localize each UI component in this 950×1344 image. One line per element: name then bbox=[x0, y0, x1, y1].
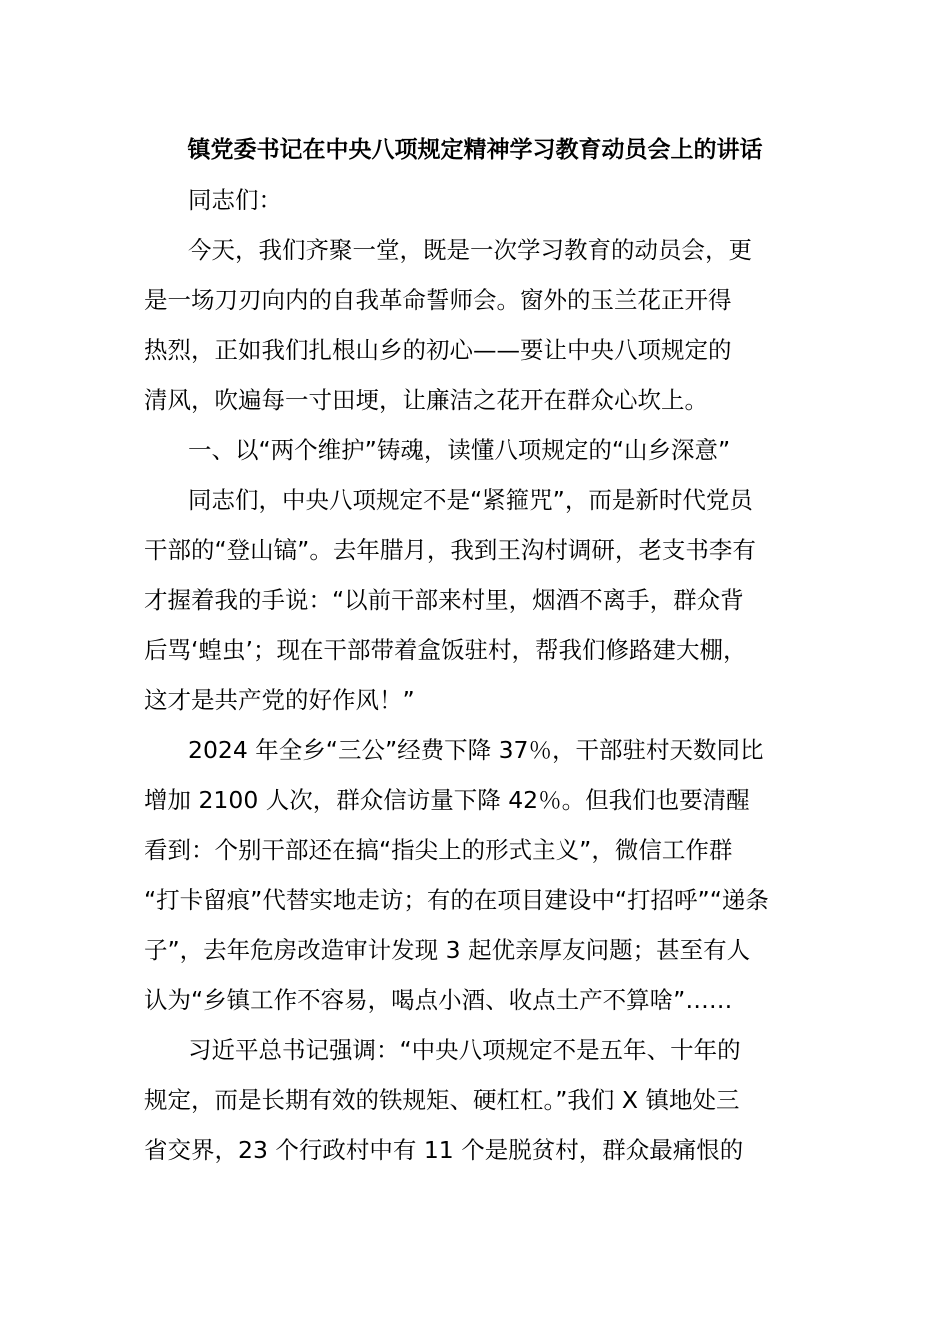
paragraph-line: 看到：个别干部还在搞“指尖上的形式主义”，微信工作群 bbox=[144, 836, 733, 864]
paragraph-line: 清风，吹遍每一寸田埂，让廉洁之花开在群众心坎上。 bbox=[144, 386, 708, 414]
paragraph-line: 2024 年全乡“三公”经费下降 37％，干部驻村天数同比 bbox=[188, 736, 764, 764]
salutation: 同志们： bbox=[188, 186, 282, 214]
paragraph-line: 子”，去年危房改造审计发现 3 起优亲厚友问题；甚至有人 bbox=[144, 936, 751, 964]
paragraph-line: 干部的“登山镐”。去年腊月，我到王沟村调研，老支书李有 bbox=[144, 536, 756, 564]
paragraph-line: “打卡留痕”代替实地走访；有的在项目建设中“打招呼”“递条 bbox=[144, 886, 769, 914]
paragraph-line: 增加 2100 人次，群众信访量下降 42％。但我们也要清醒 bbox=[144, 786, 750, 814]
paragraph-line: 规定，而是长期有效的铁规矩、硬杠杠。”我们 X 镇地处三 bbox=[144, 1086, 740, 1114]
paragraph-line: 后骂‘蝗虫’；现在干部带着盒饭驻村，帮我们修路建大棚， bbox=[144, 636, 747, 664]
paragraph-line: 省交界，23 个行政村中有 11 个是脱贫村，群众最痛恨的 bbox=[144, 1136, 744, 1164]
paragraph-line: 这才是共产党的好作风！” bbox=[144, 686, 415, 714]
paragraph-line: 今天，我们齐聚一堂，既是一次学习教育的动员会，更 bbox=[188, 236, 752, 264]
paragraph-line: 是一场刀刃向内的自我革命誓师会。窗外的玉兰花正开得 bbox=[144, 286, 732, 314]
paragraph-line: 才握着我的手说：“以前干部来村里，烟酒不离手，群众背 bbox=[144, 586, 744, 614]
paragraph-line: 热烈，正如我们扎根山乡的初心——要让中央八项规定的 bbox=[144, 336, 732, 364]
paragraph-line: 习近平总书记强调：“中央八项规定不是五年、十年的 bbox=[188, 1036, 741, 1064]
document-title: 镇党委书记在中央八项规定精神学习教育动员会上的讲话 bbox=[187, 137, 763, 163]
paragraph-line: 同志们，中央八项规定不是“紧箍咒”，而是新时代党员 bbox=[188, 486, 753, 514]
section-heading: 一、以“两个维护”铸魂，读懂八项规定的“山乡深意” bbox=[188, 436, 731, 464]
paragraph-line: 认为“乡镇工作不容易，喝点小酒、收点土产不算啥”…… bbox=[144, 986, 733, 1014]
